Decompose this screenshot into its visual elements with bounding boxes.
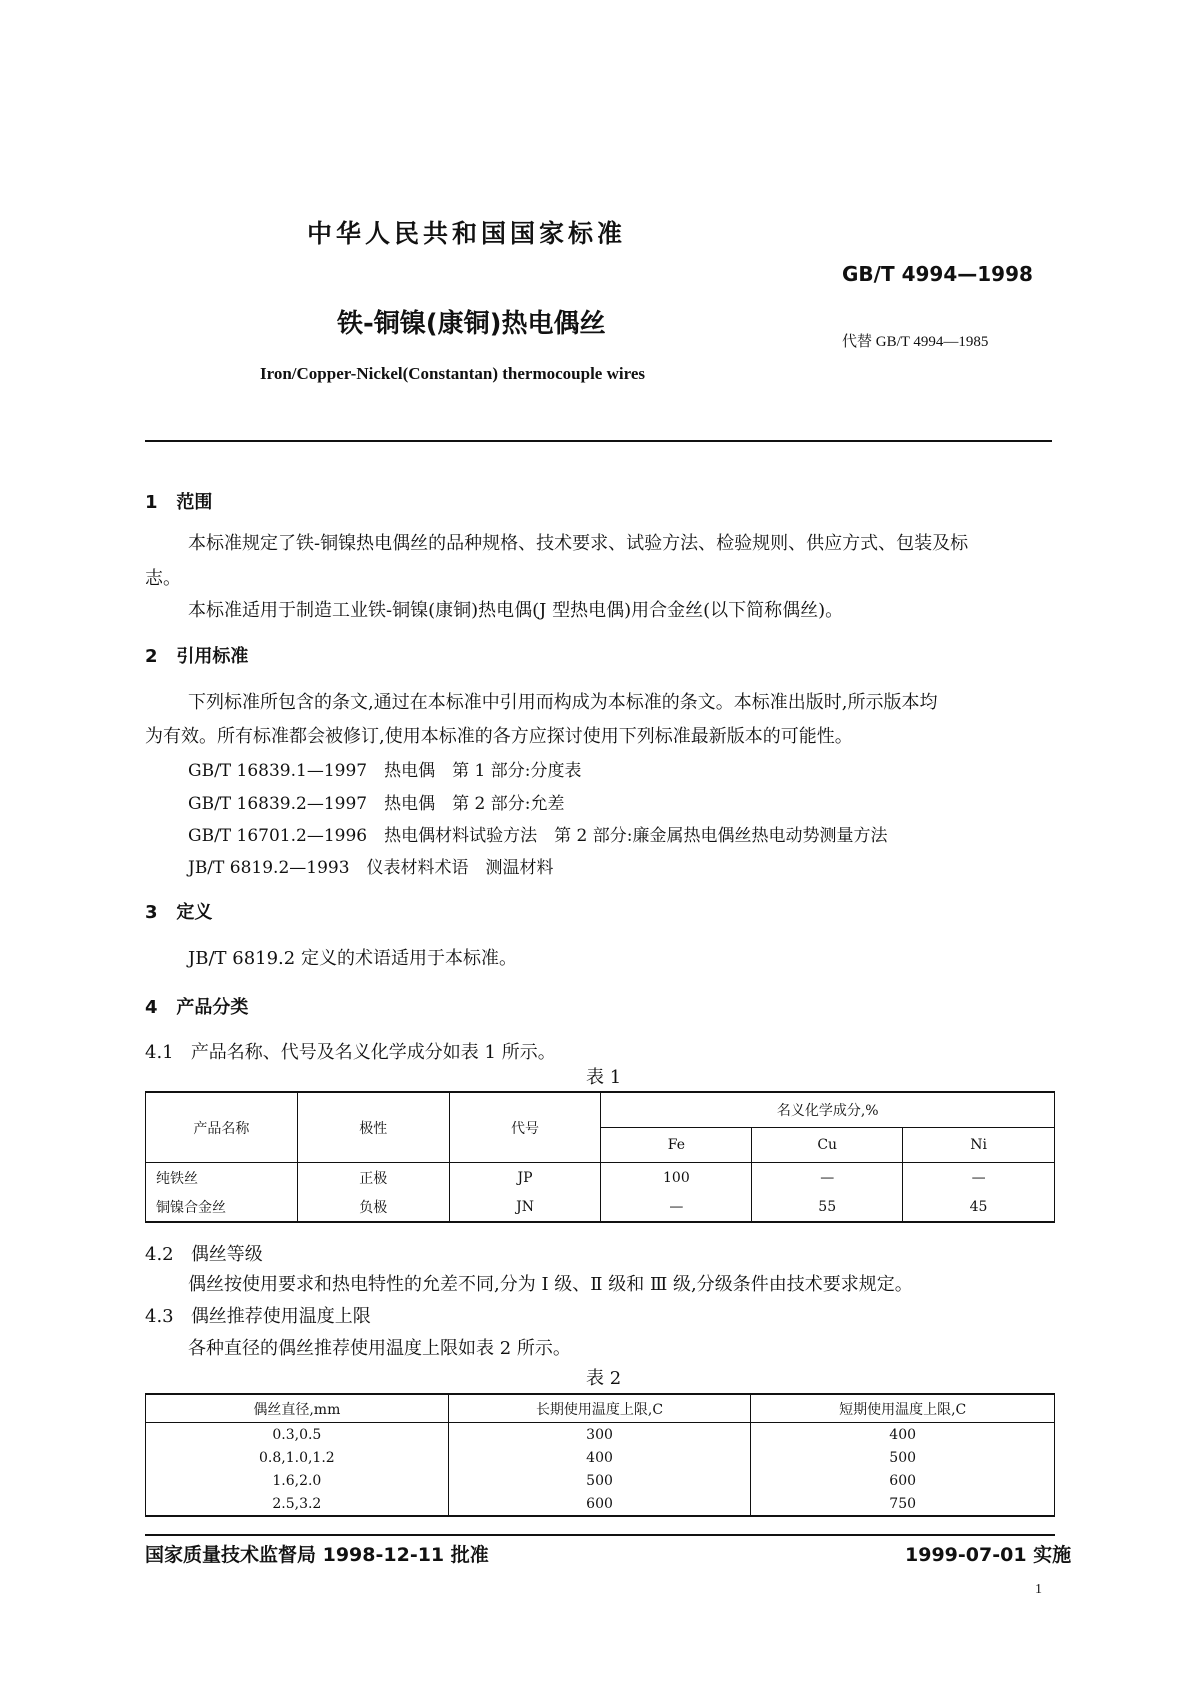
section-title: 引用标准 bbox=[176, 646, 249, 667]
header-ni: Ni bbox=[903, 1128, 1055, 1163]
section-2-heading bbox=[145, 642, 248, 668]
org-title: 中华人民共和国国家标准 bbox=[307, 219, 627, 248]
document-title: 铁-铜镍(康铜)热电偶丝 bbox=[337, 309, 606, 339]
table-row bbox=[146, 1192, 1055, 1222]
footer-rule bbox=[145, 1534, 1055, 1536]
section-1-heading bbox=[145, 488, 212, 514]
section-4-heading bbox=[145, 993, 248, 1019]
header-composition: 名义化学成分,% bbox=[601, 1092, 1055, 1128]
header-product-name: 产品名称 bbox=[146, 1092, 298, 1163]
replaces-standard: 代替 GB/T 4994—1985 bbox=[842, 334, 989, 350]
cell-short-term: 500 bbox=[751, 1446, 1055, 1469]
header-code: 代号 bbox=[449, 1092, 601, 1163]
section-2-paragraph-line-1: 下列标准所包含的条文,通过在本标准中引用而构成为本标准的条文。本标准出版时,所示版本均 bbox=[188, 692, 938, 713]
cell-ni: — bbox=[903, 1163, 1055, 1193]
table-row bbox=[146, 1492, 1055, 1516]
section-1-paragraph-1-line-1: 本标准规定了铁-铜镍热电偶丝的品种规格、技术要求、试验方法、检验规则、供应方式、包装及标 bbox=[188, 533, 969, 554]
subsection-number: 4.1 bbox=[145, 1042, 174, 1063]
section-number: 3 bbox=[145, 902, 158, 923]
table-row bbox=[146, 1163, 1055, 1193]
section-1-paragraph-1-line-2: 志。 bbox=[145, 568, 181, 589]
cell-long-term: 300 bbox=[448, 1423, 751, 1447]
subsection-number: 4.3 bbox=[145, 1306, 174, 1327]
header-polarity: 极性 bbox=[297, 1092, 449, 1163]
section-title: 范围 bbox=[176, 492, 213, 513]
header-fe: Fe bbox=[601, 1128, 752, 1163]
section-2-paragraph-line-2: 为有效。所有标准都会被修订,使用本标准的各方应探讨使用下列标准最新版本的可能性。 bbox=[145, 726, 853, 747]
cell-fe: 100 bbox=[601, 1163, 752, 1193]
section-number: 2 bbox=[145, 646, 158, 667]
cell-name: 纯铁丝 bbox=[146, 1163, 298, 1193]
section-3-heading bbox=[145, 898, 212, 924]
subsection-4-3-text: 各种直径的偶丝推荐使用温度上限如表 2 所示。 bbox=[188, 1338, 571, 1359]
table-1 bbox=[145, 1091, 1055, 1223]
subsection-text: 产品名称、代号及名义化学成分如表 1 所示。 bbox=[190, 1042, 556, 1063]
table-1-caption: 表 1 bbox=[586, 1067, 622, 1088]
subsection-title: 偶丝等级 bbox=[190, 1244, 263, 1265]
reference-item: GB/T 16839.1—1997 热电偶 第 1 部分:分度表 bbox=[188, 761, 582, 781]
reference-item: GB/T 16839.2—1997 热电偶 第 2 部分:允差 bbox=[188, 794, 565, 814]
cell-diameter: 1.6,2.0 bbox=[146, 1469, 449, 1492]
effective-date: 1999-07-01 实施 bbox=[905, 1544, 1072, 1566]
cell-cu: — bbox=[752, 1163, 903, 1193]
section-number: 1 bbox=[145, 492, 158, 513]
page-number: 1 bbox=[1035, 1582, 1042, 1597]
cell-diameter: 2.5,3.2 bbox=[146, 1492, 449, 1516]
cell-cu: 55 bbox=[752, 1192, 903, 1222]
subsection-number: 4.2 bbox=[145, 1244, 174, 1265]
cell-code: JN bbox=[449, 1192, 601, 1222]
subsection-title: 偶丝推荐使用温度上限 bbox=[190, 1306, 371, 1327]
header-short-term: 短期使用温度上限,C bbox=[751, 1394, 1055, 1423]
reference-item: JB/T 6819.2—1993 仪表材料术语 测温材料 bbox=[188, 858, 554, 878]
cell-polarity: 正极 bbox=[297, 1163, 449, 1193]
standard-number: GB/T 4994—1998 bbox=[842, 262, 1033, 286]
section-number: 4 bbox=[145, 997, 158, 1018]
table-row bbox=[146, 1446, 1055, 1469]
cell-code: JP bbox=[449, 1163, 601, 1193]
cell-ni: 45 bbox=[903, 1192, 1055, 1222]
cell-diameter: 0.3,0.5 bbox=[146, 1423, 449, 1447]
cell-diameter: 0.8,1.0,1.2 bbox=[146, 1446, 449, 1469]
header-rule bbox=[145, 440, 1052, 442]
subsection-4-2-heading bbox=[145, 1240, 263, 1266]
table-row bbox=[146, 1469, 1055, 1492]
cell-short-term: 400 bbox=[751, 1423, 1055, 1447]
english-title: Iron/Copper-Nickel(Constantan) thermocouple wires bbox=[260, 364, 645, 383]
cell-long-term: 400 bbox=[448, 1446, 751, 1469]
table-2-caption: 表 2 bbox=[586, 1368, 622, 1389]
section-title: 产品分类 bbox=[176, 997, 249, 1018]
section-title: 定义 bbox=[176, 902, 213, 923]
cell-long-term: 600 bbox=[448, 1492, 751, 1516]
subsection-4-2-text: 偶丝按使用要求和热电特性的允差不同,分为 Ⅰ 级、Ⅱ 级和 Ⅲ 级,分级条件由技术要求规定。 bbox=[188, 1274, 913, 1295]
approval-line: 国家质量技术监督局 1998-12-11 批准 bbox=[145, 1544, 489, 1566]
section-3-paragraph: JB/T 6819.2 定义的术语适用于本标准。 bbox=[188, 948, 517, 969]
cell-polarity: 负极 bbox=[297, 1192, 449, 1222]
header-cu: Cu bbox=[752, 1128, 903, 1163]
table-2 bbox=[145, 1393, 1055, 1517]
cell-fe: — bbox=[601, 1192, 752, 1222]
subsection-4-3-heading bbox=[145, 1302, 371, 1328]
header-long-term: 长期使用温度上限,C bbox=[448, 1394, 751, 1423]
subsection-4-1 bbox=[145, 1038, 556, 1064]
cell-short-term: 750 bbox=[751, 1492, 1055, 1516]
cell-long-term: 500 bbox=[448, 1469, 751, 1492]
cell-name: 铜镍合金丝 bbox=[146, 1192, 298, 1222]
cell-short-term: 600 bbox=[751, 1469, 1055, 1492]
section-1-paragraph-2: 本标准适用于制造工业铁-铜镍(康铜)热电偶(J 型热电偶)用合金丝(以下简称偶丝)。 bbox=[188, 600, 844, 621]
header-diameter: 偶丝直径,mm bbox=[146, 1394, 449, 1423]
reference-item: GB/T 16701.2—1996 热电偶材料试验方法 第 2 部分:廉金属热电偶丝热电动势测量方法 bbox=[188, 826, 888, 846]
table-row bbox=[146, 1423, 1055, 1447]
